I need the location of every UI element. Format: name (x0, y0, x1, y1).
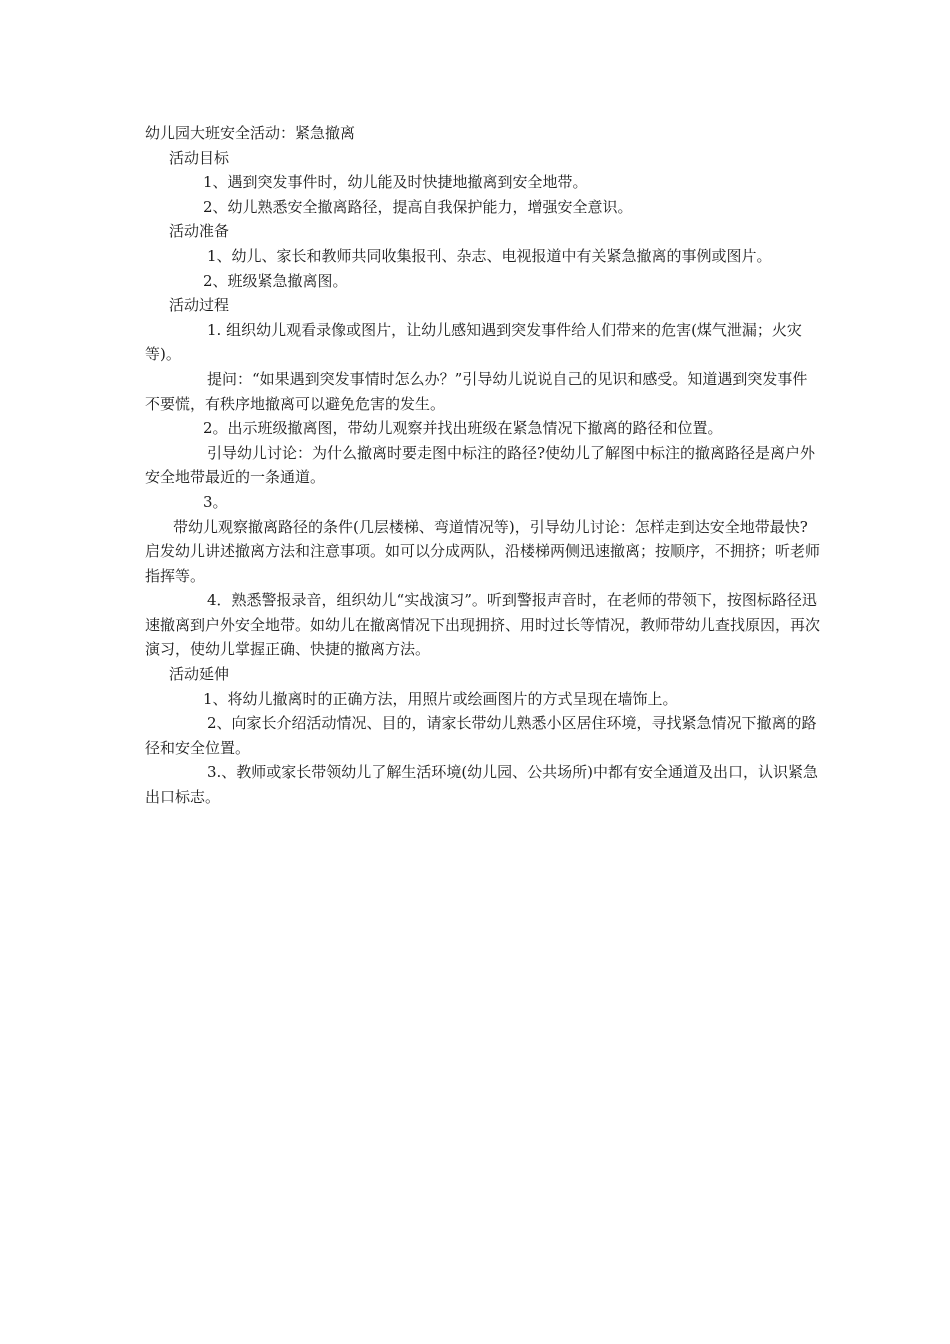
document-title: 幼儿园大班安全活动：紧急撤离 (145, 124, 356, 142)
process-paragraph: 2。出示班级撤离图，带幼儿观察并找出班级在紧急情况下撤离的路径和位置。 (203, 419, 723, 438)
process-paragraph: 4．熟悉警报录音，组织幼儿“实战演习”。听到警报声音时，在老师的带领下，按图标路径迅速撤离到户外安全地带。如幼儿在撤离情况下出现拥挤、用时过长等情况，教师带幼儿查找原因，再次演习，使幼儿掌握正确、快捷的撤离方法。 (145, 591, 821, 659)
section-heading-prep: 活动准备 (169, 222, 230, 241)
process-paragraph: 带幼儿观察撤离路径的条件(几层楼梯、弯道情况等)，引导幼儿讨论：怎样走到达安全地带最快?启发幼儿讲述撤离方法和注意事项。如可以分成两队，沿楼梯两侧迅速撤离；按顺序，不拥挤；听老师指挥等。 (145, 517, 821, 585)
section-heading-extension: 活动延伸 (169, 665, 230, 684)
document-body (145, 121, 820, 810)
prep-item: 1、幼儿、家长和教师共同收集报刊、杂志、电视报道中有关紧急撤离的事例或图片。 (207, 246, 772, 265)
process-paragraph: 提问：“如果遇到突发事情时怎么办？”引导幼儿说说自己的见识和感受。知道遇到突发事件不要慌，有秩序地撤离可以避免危害的发生。 (145, 369, 808, 413)
section-heading-goal: 活动目标 (169, 148, 230, 167)
extension-item: 3.、教师或家长带领幼儿了解生活环境(幼儿园、公共场所)中都有安全通道及出口，认识紧急出口标志。 (145, 763, 819, 807)
process-paragraph: 1. 组织幼儿观看录像或图片，让幼儿感知遇到突发事件给人们带来的危害(煤气泄漏；火灾等)。 (145, 320, 802, 364)
prep-item: 2、班级紧急撤离图。 (203, 271, 348, 290)
process-paragraph: 3。 (203, 492, 228, 511)
process-paragraph: 引导幼儿讨论：为什么撤离时要走图中标注的路径?使幼儿了解图中标注的撤离路径是离户外安全地带最近的一条通道。 (145, 443, 816, 487)
extension-item: 1、将幼儿撤离时的正确方法，用照片或绘画图片的方式呈现在墙饰上。 (203, 689, 678, 708)
extension-item: 2、向家长介绍活动情况、目的，请家长带幼儿熟悉小区居住环境，寻找紧急情况下撤离的路径和安全位置。 (145, 714, 817, 757)
goal-item: 1、遇到突发事件时，幼儿能及时快捷地撤离到安全地带。 (203, 173, 588, 192)
section-heading-process: 活动过程 (169, 296, 230, 315)
goal-item: 2、幼儿熟悉安全撤离路径，提高自我保护能力，增强安全意识。 (203, 197, 633, 216)
